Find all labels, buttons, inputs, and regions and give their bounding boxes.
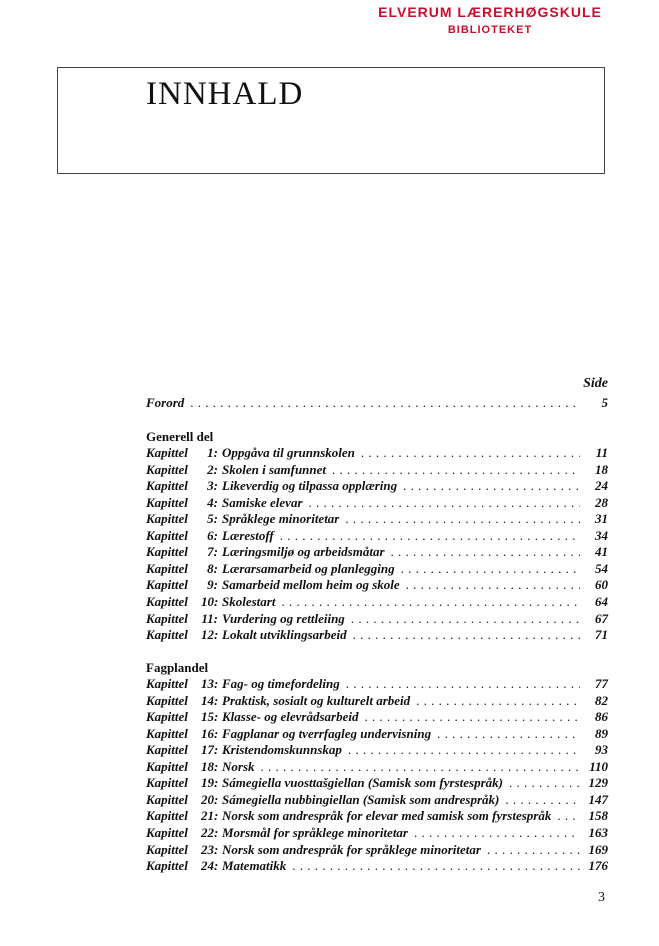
chapter-number: 20: — [201, 791, 219, 807]
chapter-word: Kapittel — [146, 824, 188, 840]
chapter-title: Lærarsamarbeid og planlegging — [222, 560, 395, 576]
chapter-word: Kapittel — [146, 775, 188, 791]
toc-entry — [146, 825, 608, 841]
entry-page: 54 — [595, 560, 608, 576]
leader-dots — [509, 775, 580, 791]
chapter-title: Fagplanar og tverrfagleg undervisning — [222, 725, 432, 741]
chapter-number: 1: — [207, 445, 218, 460]
chapter-word: Kapittel — [146, 841, 188, 857]
chapter-title: Likeverdig og tilpassa opplæring — [222, 478, 398, 494]
chapter-title: Lærestoff — [222, 527, 274, 543]
chapter-number: 13: — [201, 676, 219, 691]
entry-page: 34 — [595, 527, 608, 543]
chapter-word: Kapittel — [146, 627, 188, 643]
chapter-word: Kapittel — [146, 808, 188, 824]
leader-dots — [403, 478, 580, 494]
leader-dots — [487, 842, 580, 858]
stamp-line-1: ELVERUM LÆRERHØGSKULE — [378, 4, 602, 20]
chapter-title: Læringsmiljø og arbeidsmåtar — [222, 544, 385, 560]
chapter-title: Matematikk — [222, 858, 287, 874]
chapter-number: 12: — [201, 627, 219, 643]
chapter-title: Sámegiella nubbingiellan (Samisk som andrespråk) — [222, 791, 500, 807]
entry-page: 163 — [588, 824, 608, 840]
side-column-label: Side — [583, 376, 608, 391]
chapter-number: 17: — [201, 742, 219, 758]
leader-dots — [190, 395, 580, 411]
toc-entry — [146, 611, 608, 627]
leader-dots — [414, 825, 580, 841]
leader-dots — [505, 792, 580, 808]
entry-page: 129 — [588, 775, 608, 791]
stamp-line-2: BIBLIOTEKET — [447, 24, 533, 36]
toc-entry — [146, 842, 608, 858]
chapter-title: Lokalt utviklingsarbeid — [222, 627, 347, 643]
chapter-word: Kapittel — [146, 527, 188, 543]
chapter-number: 3: — [207, 478, 218, 494]
chapter-word: Kapittel — [146, 709, 188, 725]
chapter-title: Oppgåva til grunnskolen — [222, 445, 355, 460]
entry-title: Forord — [146, 395, 185, 410]
leader-dots — [292, 858, 580, 874]
chapter-word: Kapittel — [146, 858, 188, 874]
chapter-title: Kristendomskunnskap — [222, 742, 342, 758]
entry-page: 169 — [588, 841, 608, 857]
toc-entry — [146, 627, 608, 643]
page-title: INNHALD — [146, 76, 304, 112]
chapter-title: Klasse- og elevrådsarbeid — [222, 709, 359, 725]
chapter-title: Skolestart — [222, 593, 276, 609]
chapter-word: Kapittel — [146, 577, 188, 593]
toc-entry — [146, 759, 608, 775]
chapter-number: 24: — [201, 858, 219, 874]
page-number: 3 — [598, 890, 605, 905]
toc-entry — [146, 858, 608, 874]
entry-page: 64 — [595, 593, 608, 609]
toc-entry — [146, 511, 608, 527]
leader-dots — [406, 577, 580, 593]
leader-dots — [557, 808, 580, 824]
leader-dots — [364, 709, 580, 725]
toc-entry — [146, 742, 608, 758]
entry-page: 176 — [588, 858, 608, 874]
leader-dots — [280, 528, 580, 544]
leader-dots — [401, 561, 580, 577]
toc-entry — [146, 726, 608, 742]
entry-page: 67 — [595, 610, 608, 626]
entry-page: 5 — [601, 395, 608, 410]
chapter-title: Norsk som andrespråk for elevar med samisk som fyrstespråk — [222, 808, 552, 824]
chapter-number: 18: — [201, 758, 219, 774]
chapter-number: 5: — [207, 511, 218, 527]
leader-dots — [353, 627, 580, 643]
chapter-number: 22: — [201, 824, 219, 840]
toc-entry — [146, 709, 608, 725]
chapter-word: Kapittel — [146, 758, 188, 774]
chapter-word: Kapittel — [146, 544, 188, 560]
entry-page: 89 — [595, 725, 608, 741]
chapter-title: Fag- og timefordeling — [222, 676, 340, 691]
section-heading-general: Generell del — [146, 429, 214, 444]
toc-entry — [146, 792, 608, 808]
toc-entry — [146, 594, 608, 610]
chapter-word: Kapittel — [146, 560, 188, 576]
toc-entry — [146, 544, 608, 560]
chapter-number: 23: — [201, 841, 219, 857]
chapter-word: Kapittel — [146, 478, 188, 494]
entry-page: 86 — [595, 709, 608, 725]
entry-page: 41 — [595, 544, 608, 560]
entry-page: 11 — [595, 445, 608, 460]
chapter-number: 15: — [201, 709, 219, 725]
entry-page: 77 — [595, 676, 608, 691]
chapter-title: Samiske elevar — [222, 494, 303, 510]
chapter-title: Norsk som andrespråk for språklege minoritetar — [222, 841, 481, 857]
entry-page: 110 — [589, 758, 608, 774]
entry-page: 18 — [595, 461, 608, 477]
leader-dots — [361, 445, 580, 461]
leader-dots — [351, 611, 580, 627]
chapter-number: 11: — [201, 610, 218, 626]
chapter-title: Vurdering og rettleiing — [222, 610, 345, 626]
toc-entry — [146, 528, 608, 544]
toc-entry — [146, 478, 608, 494]
chapter-title: Samarbeid mellom heim og skole — [222, 577, 400, 593]
leader-dots — [391, 544, 580, 560]
chapter-number: 8: — [207, 560, 218, 576]
toc-entry — [146, 495, 608, 511]
toc-entry — [146, 462, 608, 478]
library-stamp — [340, 4, 640, 36]
chapter-title: Morsmål for språklege minoritetar — [222, 824, 408, 840]
chapter-word: Kapittel — [146, 676, 188, 691]
chapter-number: 4: — [207, 494, 218, 510]
leader-dots — [332, 462, 580, 478]
leader-dots — [281, 594, 580, 610]
leader-dots — [416, 693, 580, 709]
leader-dots — [261, 759, 580, 775]
title-box — [57, 67, 605, 174]
leader-dots — [345, 511, 580, 527]
chapter-word: Kapittel — [146, 461, 188, 477]
chapter-word: Kapittel — [146, 742, 188, 758]
chapter-number: 19: — [201, 775, 219, 791]
entry-page: 60 — [595, 577, 608, 593]
entry-page: 158 — [588, 808, 608, 824]
chapter-title: Sámegiella vuosttašgiellan (Samisk som fyrstespråk) — [222, 775, 503, 791]
chapter-title: Språklege minoritetar — [222, 511, 340, 527]
entry-page: 31 — [595, 511, 608, 527]
chapter-number: 9: — [207, 577, 218, 593]
chapter-word: Kapittel — [146, 593, 188, 609]
chapter-word: Kapittel — [146, 445, 188, 460]
chapter-number: 10: — [201, 593, 219, 609]
toc-entry — [146, 676, 608, 692]
toc-entry — [146, 693, 608, 709]
chapter-word: Kapittel — [146, 494, 188, 510]
chapter-number: 21: — [201, 808, 219, 824]
entry-page: 93 — [595, 742, 608, 758]
toc-entry — [146, 561, 608, 577]
chapter-title: Norsk — [222, 758, 255, 774]
leader-dots — [309, 495, 580, 511]
leader-dots — [346, 676, 580, 692]
entry-page: 28 — [595, 494, 608, 510]
chapter-word: Kapittel — [146, 610, 188, 626]
chapter-number: 2: — [207, 461, 218, 477]
toc-entry-foreword — [146, 395, 608, 411]
toc-entry — [146, 577, 608, 593]
chapter-number: 7: — [207, 544, 218, 560]
leader-dots — [348, 742, 580, 758]
chapter-number: 6: — [207, 527, 218, 543]
leader-dots — [437, 726, 580, 742]
entry-page: 71 — [595, 627, 608, 643]
entry-page: 147 — [588, 791, 608, 807]
section-heading-subject: Fagplandel — [146, 660, 209, 675]
entry-page: 82 — [595, 692, 608, 708]
chapter-word: Kapittel — [146, 511, 188, 527]
chapter-word: Kapittel — [146, 791, 188, 807]
toc-entry — [146, 775, 608, 791]
chapter-number: 14: — [201, 692, 219, 708]
toc-entry — [146, 445, 608, 461]
entry-page: 24 — [595, 478, 608, 494]
toc-entry — [146, 808, 608, 824]
chapter-number: 16: — [201, 725, 219, 741]
chapter-title: Skolen i samfunnet — [222, 461, 327, 477]
chapter-word: Kapittel — [146, 692, 188, 708]
chapter-title: Praktisk, sosialt og kulturelt arbeid — [222, 692, 411, 708]
chapter-word: Kapittel — [146, 725, 188, 741]
